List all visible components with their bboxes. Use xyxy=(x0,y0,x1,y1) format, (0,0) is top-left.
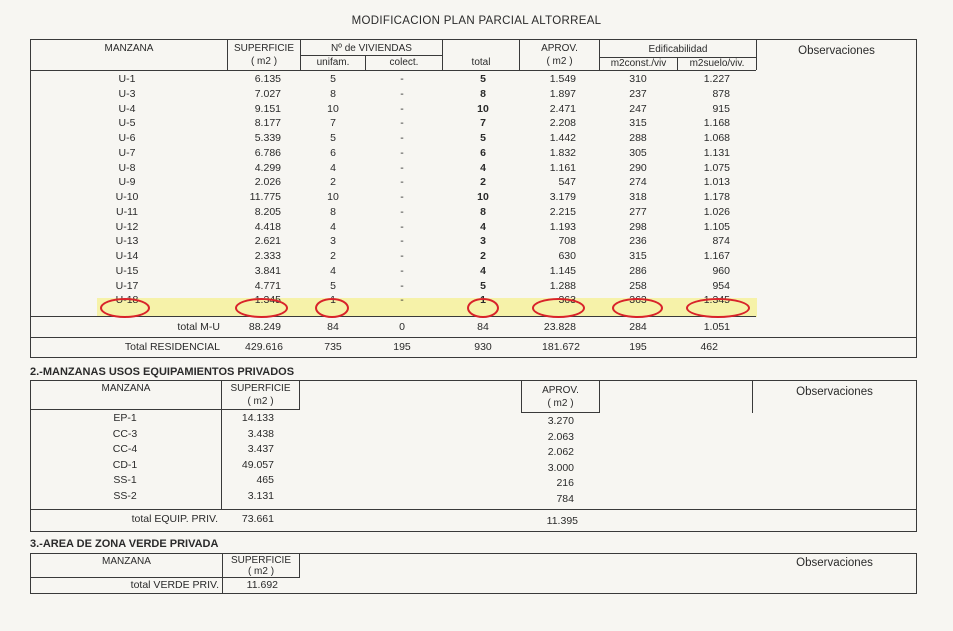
total-mu-unifam: 84 xyxy=(327,321,339,333)
cell-unifam: 8 xyxy=(330,205,336,218)
cell-superficie: 3.438 xyxy=(247,427,274,440)
cell-m2const: 290 xyxy=(629,161,647,174)
cell-unifam: 4 xyxy=(330,220,336,233)
total-res-unifam: 735 xyxy=(324,341,342,353)
cell-aprov: 708 xyxy=(558,235,576,248)
cell-superficie: 14.133 xyxy=(241,412,274,424)
cell-unifam: 6 xyxy=(330,146,336,159)
cell-unifam: 1 xyxy=(330,294,336,307)
total-mu-m2suelo: 1.051 xyxy=(703,321,730,333)
cell-superficie: 8.205 xyxy=(254,205,281,218)
cell-aprov: 784 xyxy=(556,493,574,505)
cell-aprov: 1.832 xyxy=(549,146,576,159)
cell-superficie: 2.333 xyxy=(254,250,281,262)
cell-total: 4 xyxy=(480,161,486,174)
cell-superficie: 6.135 xyxy=(254,73,281,85)
cell-manzana: U-13 xyxy=(115,235,139,248)
cell-colect: - xyxy=(400,73,404,85)
cell-unifam: 7 xyxy=(330,117,336,130)
total-res-label: Total RESIDENCIAL xyxy=(124,341,220,353)
circle-u18-unifam xyxy=(315,298,349,318)
cell-colect: - xyxy=(400,87,404,100)
equip-total-label: total EQUIP. PRIV. xyxy=(131,513,218,525)
circle-u18-manzana xyxy=(100,298,150,318)
cell-m2const: 237 xyxy=(629,87,647,100)
cell-m2suelo: 1.026 xyxy=(703,205,730,218)
equip-header-superficie: SUPERFICIE xyxy=(230,383,291,394)
cell-aprov: 547 xyxy=(558,176,576,189)
cell-m2const: 236 xyxy=(629,235,647,248)
equip-header-superficie-unit: ( m2 ) xyxy=(247,396,274,407)
cell-total: 2 xyxy=(480,176,486,189)
total-mu-superficie: 88.249 xyxy=(248,321,281,333)
cell-aprov: 1.288 xyxy=(549,279,576,292)
total-res-aprov: 181.672 xyxy=(542,341,580,353)
cell-m2const: 286 xyxy=(629,264,647,277)
cell-m2suelo: 915 xyxy=(712,102,730,115)
cell-manzana: U-5 xyxy=(118,117,136,130)
cell-total: 7 xyxy=(480,117,486,130)
cell-superficie: 9.151 xyxy=(254,102,281,115)
cell-aprov: 3.270 xyxy=(547,415,574,427)
cell-colect: - xyxy=(400,220,404,233)
verde-header-manzana: MANZANA xyxy=(102,556,151,567)
cell-aprov: 1.897 xyxy=(549,87,576,100)
cell-superficie: 11.775 xyxy=(249,191,281,203)
cell-m2const: 298 xyxy=(629,220,647,233)
cell-colect: - xyxy=(400,294,404,307)
equip-header-manzana: MANZANA xyxy=(101,383,151,394)
cell-colect: - xyxy=(400,264,404,277)
header-manzana: MANZANA xyxy=(104,43,154,54)
total-res-total: 930 xyxy=(474,341,492,353)
verde-header-superficie-unit: ( m2 ) xyxy=(247,566,275,577)
cell-m2const: 305 xyxy=(629,146,647,159)
cell-manzana: U-8 xyxy=(118,161,136,174)
verde-section-title: 3.-AREA DE ZONA VERDE PRIVADA xyxy=(30,538,219,550)
cell-manzana: U-18 xyxy=(115,294,139,307)
cell-total: 2 xyxy=(480,250,486,262)
header-m2suelo: m2suelo/viv. xyxy=(689,58,745,69)
cell-aprov: 1.193 xyxy=(549,220,576,233)
equip-section-title: 2.-MANZANAS USOS EQUIPAMIENTOS PRIVADOS xyxy=(30,366,295,378)
cell-manzana: U-14 xyxy=(115,250,139,262)
cell-unifam: 2 xyxy=(330,176,336,189)
cell-manzana: EP-1 xyxy=(113,412,137,424)
cell-total: 6 xyxy=(480,146,486,159)
cell-colect: - xyxy=(400,235,404,248)
cell-manzana: U-1 xyxy=(118,73,136,85)
total-res-m2const: 195 xyxy=(629,341,647,353)
header-aprov: APROV. xyxy=(541,43,578,54)
cell-m2const: 274 xyxy=(629,176,647,189)
cell-colect: - xyxy=(400,102,404,115)
cell-m2suelo: 1.068 xyxy=(703,132,730,144)
verde-header-superficie: SUPERFICIE xyxy=(230,555,291,566)
cell-unifam: 5 xyxy=(330,73,336,85)
header-superficie-unit: ( m2 ) xyxy=(250,56,278,67)
circle-u18-superficie xyxy=(235,298,288,318)
cell-manzana: U-17 xyxy=(115,279,139,292)
cell-aprov: 2.471 xyxy=(549,102,576,115)
cell-m2const: 247 xyxy=(629,102,647,115)
cell-total: 10 xyxy=(477,102,489,115)
cell-superficie: 3.131 xyxy=(247,490,274,502)
total-mu-total: 84 xyxy=(477,321,489,333)
cell-superficie: 465 xyxy=(256,474,274,487)
cell-m2suelo: 1.013 xyxy=(703,176,730,189)
cell-total: 5 xyxy=(480,132,486,144)
cell-manzana: U-12 xyxy=(115,220,139,233)
cell-total: 3 xyxy=(480,235,486,248)
header-unifam: unifam. xyxy=(316,57,350,68)
cell-aprov: 2.062 xyxy=(547,446,574,459)
cell-aprov: 1.549 xyxy=(549,73,576,85)
cell-superficie: 5.339 xyxy=(254,132,281,144)
cell-manzana: U-10 xyxy=(115,191,139,203)
cell-colect: - xyxy=(400,161,404,174)
cell-total: 8 xyxy=(480,87,486,100)
cell-unifam: 3 xyxy=(330,235,336,248)
header-superficie: SUPERFICIE xyxy=(233,43,294,54)
header-viviendas: Nº de VIVIENDAS xyxy=(331,43,412,54)
cell-superficie: 4.771 xyxy=(254,279,281,292)
cell-superficie: 4.299 xyxy=(254,161,281,174)
header-m2const: m2const./viv xyxy=(610,58,667,69)
circle-u18-m2suelo xyxy=(686,298,750,318)
cell-total: 4 xyxy=(480,220,486,233)
cell-colect: - xyxy=(400,279,404,292)
total-mu-colect: 0 xyxy=(399,321,405,333)
cell-colect: - xyxy=(400,132,404,144)
cell-m2suelo: 1.227 xyxy=(703,73,730,85)
cell-aprov: 630 xyxy=(558,250,576,262)
cell-m2const: 310 xyxy=(629,73,647,85)
cell-m2suelo: 1.105 xyxy=(703,220,730,233)
cell-manzana: U-9 xyxy=(118,176,136,189)
header-observaciones: Observaciones xyxy=(798,45,875,57)
cell-manzana: CC-3 xyxy=(112,427,138,440)
cell-aprov: 2.063 xyxy=(547,430,574,443)
cell-m2suelo: 1.168 xyxy=(703,117,730,130)
cell-colect: - xyxy=(400,176,404,189)
cell-total: 5 xyxy=(480,73,486,85)
total-res-m2suelo: 462 xyxy=(700,341,718,353)
cell-m2const: 288 xyxy=(629,132,647,144)
cell-m2suelo: 954 xyxy=(712,279,730,292)
cell-aprov: 3.000 xyxy=(547,461,574,474)
verde-header-observaciones: Observaciones xyxy=(796,557,873,569)
cell-unifam: 4 xyxy=(330,161,336,174)
equip-header-observaciones: Observaciones xyxy=(796,386,873,398)
cell-superficie: 7.027 xyxy=(254,87,281,100)
header-total: total xyxy=(471,57,491,68)
header-aprov-unit: ( m2 ) xyxy=(546,56,573,67)
cell-m2suelo: 874 xyxy=(712,235,730,248)
cell-m2suelo: 878 xyxy=(712,87,730,100)
cell-m2suelo: 1.075 xyxy=(703,161,730,174)
cell-m2const: 315 xyxy=(629,117,647,130)
total-mu-m2const: 284 xyxy=(629,321,647,333)
cell-manzana: CC-4 xyxy=(112,443,138,456)
cell-m2const: 315 xyxy=(629,250,647,262)
cell-superficie: 3.437 xyxy=(247,443,274,456)
cell-aprov: 3.179 xyxy=(549,191,576,203)
cell-superficie: 8.177 xyxy=(254,117,281,130)
cell-superficie: 2.026 xyxy=(254,176,281,189)
header-colect: colect. xyxy=(389,57,419,68)
cell-m2suelo: 1.131 xyxy=(703,146,730,159)
total-res-colect: 195 xyxy=(393,341,411,353)
cell-superficie: 49.057 xyxy=(241,458,274,471)
cell-manzana: U-15 xyxy=(115,264,139,277)
equip-total-aprov: 11.395 xyxy=(546,515,578,527)
cell-superficie: 1.345 xyxy=(254,294,281,307)
cell-manzana: SS-1 xyxy=(113,474,137,487)
cell-manzana: SS-2 xyxy=(113,490,137,502)
cell-superficie: 2.621 xyxy=(254,235,281,248)
cell-manzana: U-6 xyxy=(118,132,136,144)
total-res-superficie: 429.616 xyxy=(245,341,283,353)
cell-manzana: U-3 xyxy=(118,87,136,100)
circle-u18-aprov xyxy=(532,298,585,318)
cell-superficie: 3.841 xyxy=(254,264,281,277)
cell-manzana: CD-1 xyxy=(112,458,138,471)
cell-aprov: 216 xyxy=(556,477,574,490)
cell-unifam: 5 xyxy=(330,132,336,144)
cell-total: 8 xyxy=(480,205,486,218)
cell-m2const: 258 xyxy=(629,279,647,292)
cell-colect: - xyxy=(400,117,404,130)
cell-aprov: 2.215 xyxy=(549,205,576,218)
cell-total: 1 xyxy=(480,294,486,307)
cell-m2const: 318 xyxy=(629,191,647,203)
equip-header-aprov-unit: ( m2 ) xyxy=(547,398,574,409)
cell-aprov: 1.442 xyxy=(549,132,576,144)
cell-m2suelo: 1.167 xyxy=(703,250,730,262)
cell-colect: - xyxy=(400,146,404,159)
cell-aprov: 1.145 xyxy=(549,264,576,277)
total-mu-label: total M-U xyxy=(177,321,220,333)
equip-total-superficie: 73.661 xyxy=(241,513,274,525)
cell-aprov: 2.208 xyxy=(549,117,576,130)
cell-m2suelo: 1.345 xyxy=(703,294,730,307)
cell-m2const: 363 xyxy=(629,294,647,307)
cell-unifam: 10 xyxy=(327,191,339,203)
cell-manzana: U-11 xyxy=(116,205,138,218)
circle-u18-m2const xyxy=(612,298,663,318)
total-mu-aprov: 23.828 xyxy=(543,321,576,333)
verde-total-superficie: 11.692 xyxy=(246,579,278,591)
document-title: MODIFICACION PLAN PARCIAL ALTORREAL xyxy=(351,15,602,27)
equip-header-aprov: APROV. xyxy=(542,385,579,396)
verde-total-label: total VERDE PRIV. xyxy=(130,579,219,591)
cell-unifam: 4 xyxy=(330,264,336,277)
cell-manzana: U-7 xyxy=(118,146,136,159)
cell-superficie: 6.786 xyxy=(254,146,281,159)
cell-total: 4 xyxy=(480,264,486,277)
cell-total: 10 xyxy=(477,191,489,203)
cell-manzana: U-4 xyxy=(118,102,136,115)
circle-u18-total xyxy=(467,298,499,318)
cell-colect: - xyxy=(400,191,404,203)
cell-aprov: 1.161 xyxy=(549,161,576,174)
header-edificabilidad: Edificabilidad xyxy=(648,44,708,55)
cell-m2const: 277 xyxy=(629,205,647,218)
cell-m2suelo: 960 xyxy=(712,264,730,277)
cell-colect: - xyxy=(400,250,404,262)
cell-colect: - xyxy=(400,205,404,218)
cell-superficie: 4.418 xyxy=(254,220,281,233)
cell-aprov: 363 xyxy=(558,294,576,307)
cell-m2suelo: 1.178 xyxy=(703,191,730,203)
cell-total: 5 xyxy=(480,279,486,292)
cell-unifam: 8 xyxy=(330,87,336,100)
cell-unifam: 5 xyxy=(330,279,336,292)
cell-unifam: 10 xyxy=(327,102,339,115)
cell-unifam: 2 xyxy=(330,250,336,262)
